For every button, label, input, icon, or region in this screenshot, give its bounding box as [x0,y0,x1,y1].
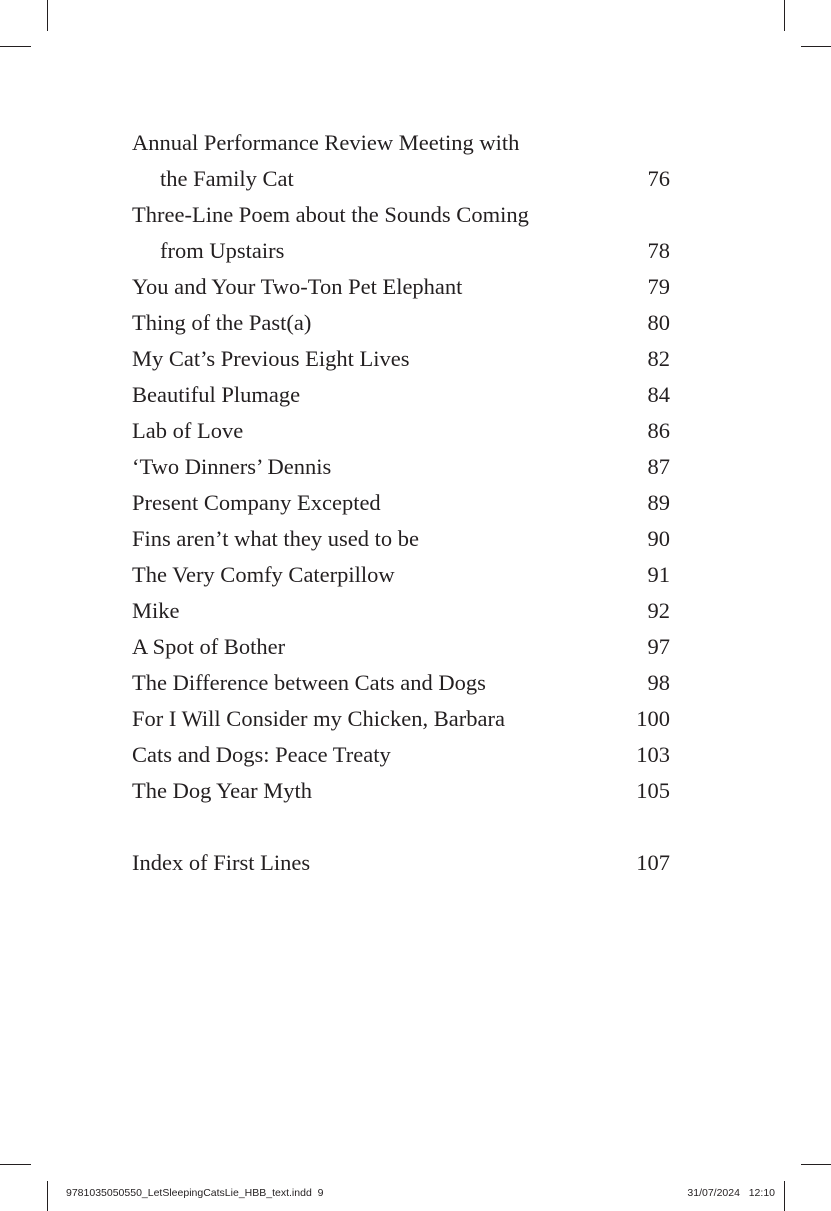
toc-entry-page-number: 105 [636,778,670,803]
toc-entry-title: Three-Line Poem about the Sounds Coming [132,202,529,227]
slug-line-left [66,1187,323,1199]
toc-entry-page-number: 79 [647,274,670,299]
toc-index-entry [132,845,670,881]
toc-entry-line [132,629,670,665]
toc-entry-title: For I Will Consider my Chicken, Barbara [132,706,505,731]
toc-entry-page-number: 78 [647,238,670,263]
toc-entry [132,629,670,665]
toc-entry-page-number: 87 [647,454,670,479]
toc-entry-page-number: 89 [647,490,670,515]
toc-entry [132,305,670,341]
slug-time: 12:10 [748,1187,775,1199]
toc-entry [132,449,670,485]
toc-entry [132,737,670,773]
slug-filename: 9781035050550_LetSleepingCatsLie_HBB_text.indd [66,1187,312,1199]
toc-entry-line [132,485,670,521]
toc-entry-title: ‘Two Dinners’ Dennis [132,454,332,479]
toc-entry [132,413,670,449]
toc-entry-title: Present Company Excepted [132,490,381,515]
toc-entry [132,197,670,269]
toc-entry-page-number: 92 [647,598,670,623]
toc-entry-page-number: 91 [647,562,670,587]
toc-entry [132,701,670,737]
crop-mark-top-right-horizontal [801,46,831,47]
toc-entry-page-number: 97 [647,634,670,659]
toc-entry [132,665,670,701]
toc-entry [132,377,670,413]
toc-entry [132,269,670,305]
toc-entry-line [132,161,670,197]
toc-entry-page-number: 76 [647,166,670,191]
toc-spacer [132,809,670,845]
toc-entry-title: from Upstairs [160,238,285,263]
toc-entry-line [132,197,670,233]
crop-mark-bottom-left-vertical [47,1181,48,1211]
toc-entry-page-number: 103 [636,742,670,767]
crop-mark-top-left-vertical [47,0,48,31]
toc-entry-line [132,413,670,449]
toc-entry-line [132,557,670,593]
crop-mark-top-right-vertical [784,0,785,31]
toc-entry-title: the Family Cat [160,166,294,191]
toc-index-page-number: 107 [636,850,670,875]
slug-page-number: 9 [317,1187,324,1199]
toc-entry [132,521,670,557]
toc-entry-line [132,701,670,737]
toc-entry-line [132,305,670,341]
toc-entry-title: You and Your Two-Ton Pet Elephant [132,274,463,299]
toc-entry-page-number: 86 [647,418,670,443]
table-of-contents [132,125,670,881]
toc-entry-line [132,377,670,413]
crop-mark-top-left-horizontal [0,46,31,47]
toc-entry-line [132,773,670,809]
toc-entry [132,125,670,197]
toc-index-label: Index of First Lines [132,850,311,875]
toc-entry-title: Beautiful Plumage [132,382,301,407]
toc-entry-page-number: 80 [647,310,670,335]
toc-entry-page-number: 98 [647,670,670,695]
toc-entry [132,485,670,521]
toc-entry-title: The Very Comfy Caterpillow [132,562,395,587]
toc-entry-line [132,593,670,629]
toc-entry-page-number: 82 [647,346,670,371]
slug-line-right [687,1187,775,1199]
toc-entry-line [132,449,670,485]
crop-mark-bottom-right-vertical [784,1181,785,1211]
toc-entry [132,341,670,377]
toc-entry-line [132,665,670,701]
toc-entry-title: Annual Performance Review Meeting with [132,130,520,155]
toc-entry-title: A Spot of Bother [132,634,286,659]
toc-entry-title: The Dog Year Myth [132,778,312,803]
toc-entry-title: My Cat’s Previous Eight Lives [132,346,410,371]
toc-entry-page-number: 84 [647,382,670,407]
toc-entry [132,773,670,809]
toc-entry-line [132,521,670,557]
toc-entry-line [132,233,670,269]
toc-entry [132,593,670,629]
toc-entry-line [132,737,670,773]
toc-entry-title: Cats and Dogs: Peace Treaty [132,742,391,767]
crop-mark-bottom-right-horizontal [801,1164,831,1165]
toc-entry-page-number: 100 [636,706,670,731]
toc-entry-title: Thing of the Past(a) [132,310,312,335]
toc-entry [132,557,670,593]
toc-entry-page-number: 90 [647,526,670,551]
toc-entry-line [132,125,670,161]
toc-entry-title: The Difference between Cats and Dogs [132,670,486,695]
toc-entry-title: Lab of Love [132,418,244,443]
toc-entry-title: Mike [132,598,180,623]
toc-entry-line [132,341,670,377]
toc-entry-title: Fins aren’t what they used to be [132,526,420,551]
toc-entry-line [132,269,670,305]
slug-date: 31/07/2024 [687,1187,740,1199]
crop-mark-bottom-left-horizontal [0,1164,31,1165]
